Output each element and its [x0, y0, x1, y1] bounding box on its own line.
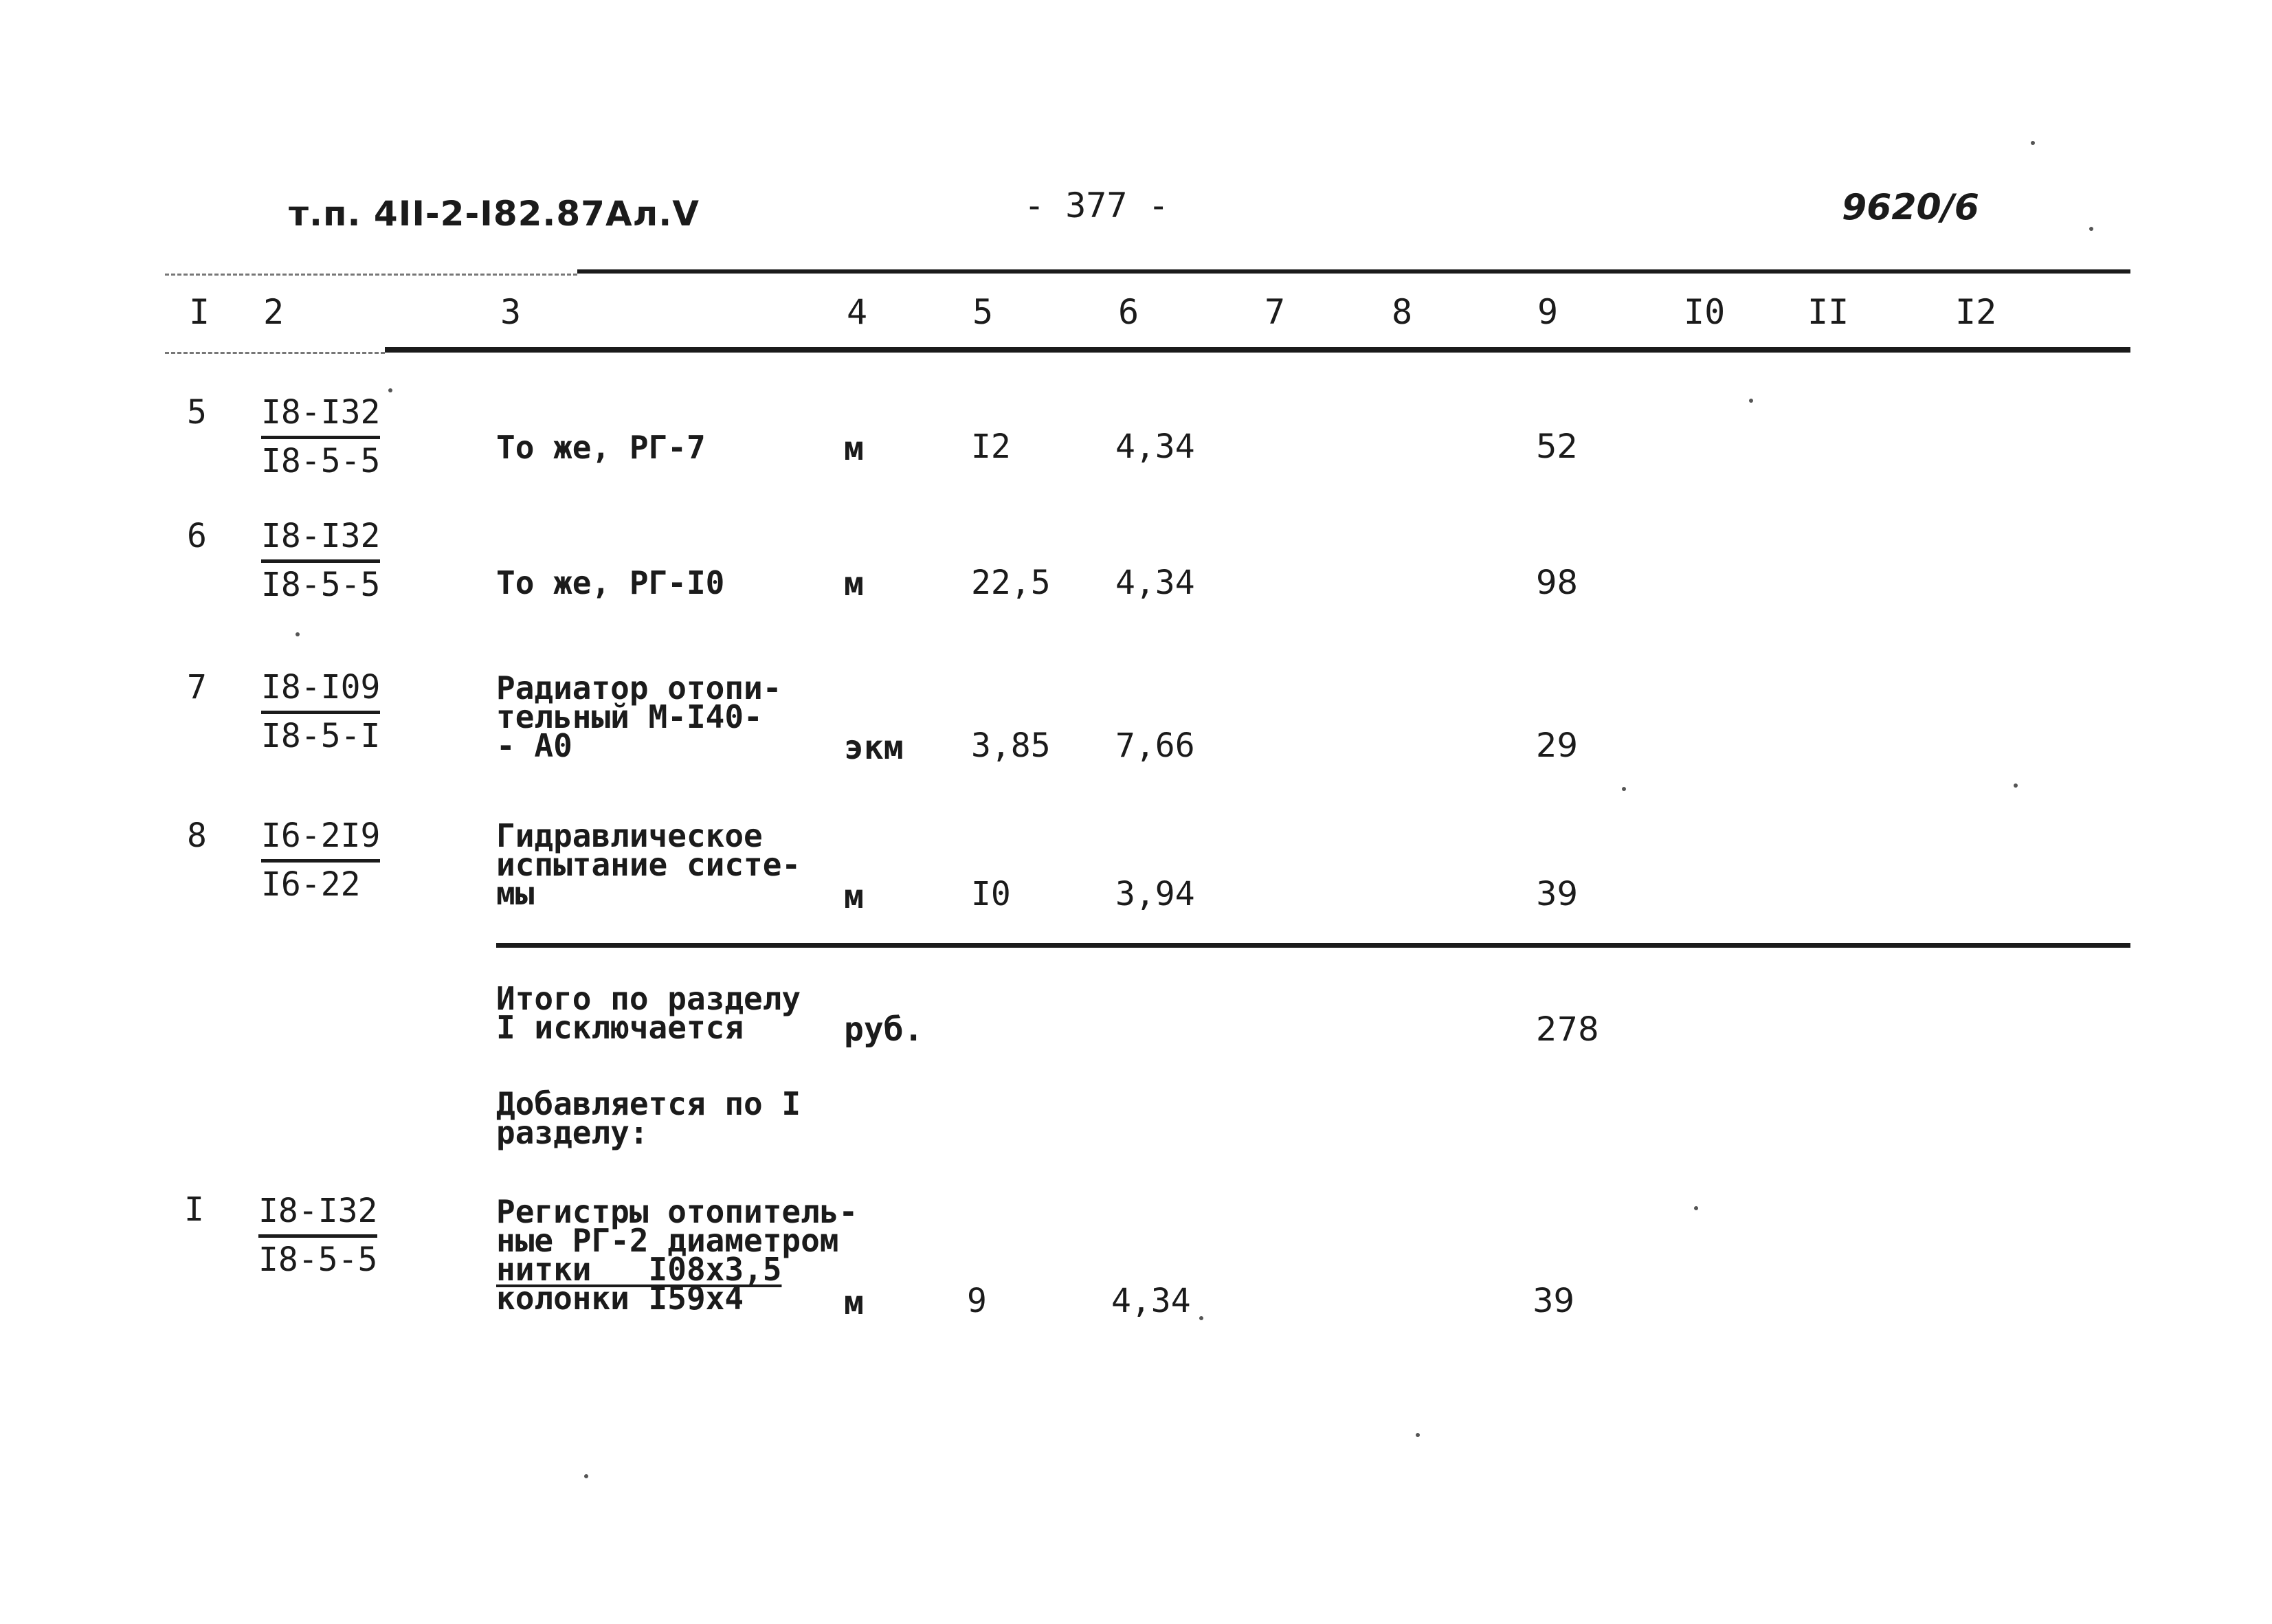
- row-unit: м: [844, 878, 864, 916]
- row-description-line-2: тельный М-I40-: [496, 698, 763, 735]
- row-code: [258, 1189, 377, 1282]
- row-quantity: 22,5: [971, 564, 1051, 602]
- row-description-line-4: колонки I59х4: [496, 1280, 744, 1317]
- subtotal-unit: руб.: [844, 1010, 924, 1049]
- row-code-top: I8-I09: [261, 665, 380, 714]
- row-code-top: I6-2I9: [261, 814, 380, 863]
- table-top-rule: [577, 269, 2130, 274]
- row-description-line-3: мы: [496, 875, 535, 912]
- row-price: 7,66: [1115, 726, 1195, 765]
- row-code-top: I8-I32: [261, 390, 380, 439]
- sheet-code: 9620/6: [1842, 187, 1979, 228]
- row-number: 6: [187, 517, 207, 555]
- row-code: [261, 390, 380, 483]
- row-description-line-3: нитки I08х3,5: [496, 1251, 782, 1288]
- row-quantity: 9: [967, 1282, 987, 1320]
- col-header-2: 2: [263, 292, 285, 332]
- row-code-bottom: I8-5-I: [261, 717, 381, 755]
- header-bottom-dotted-line: [165, 352, 385, 354]
- row-quantity: 3,85: [971, 726, 1051, 765]
- subtotal-description-line-1: Итого по разделу: [496, 980, 801, 1017]
- col-header-12: I2: [1955, 292, 1997, 332]
- row-number: 8: [187, 816, 207, 855]
- row-number: 7: [187, 668, 207, 707]
- row-description: То же, РГ-7: [496, 429, 706, 466]
- row-code-top: I8-I32: [261, 514, 380, 563]
- row-description-line-2: испытание систе-: [496, 846, 801, 883]
- scan-speck: [1416, 1433, 1420, 1437]
- added-heading-line-1: Добавляется по I: [496, 1085, 801, 1122]
- row-description: То же, РГ-I0: [496, 564, 725, 601]
- col-header-5: 5: [972, 292, 994, 332]
- row-code-bottom: I8-5-5: [261, 442, 381, 480]
- scan-speck: [1749, 399, 1753, 403]
- col-header-4: 4: [847, 292, 868, 332]
- scan-speck: [296, 632, 300, 636]
- row-code: [261, 514, 380, 607]
- scan-speck: [2014, 783, 2018, 788]
- col-header-1: I: [189, 292, 210, 332]
- row-total: 39: [1536, 875, 1579, 913]
- scan-speck: [1622, 787, 1626, 791]
- row-number: 5: [187, 393, 207, 432]
- scan-speck: [1694, 1206, 1698, 1210]
- row-unit: м: [844, 430, 864, 468]
- header-dotted-line: [165, 274, 577, 276]
- row-quantity: I0: [971, 875, 1011, 913]
- document-reference: т.п. 4II-2-I82.87Ал.V: [289, 194, 700, 234]
- scan-speck: [2089, 227, 2093, 231]
- subtotal-total: 278: [1536, 1010, 1599, 1049]
- row-total: 52: [1536, 427, 1579, 466]
- row-code-bottom: I8-5-5: [258, 1241, 378, 1279]
- row-total: 98: [1536, 564, 1579, 602]
- row-code: [261, 665, 380, 758]
- col-header-7: 7: [1265, 292, 1286, 332]
- row-code-top: I8-I32: [258, 1189, 377, 1238]
- row-description-line-1: Радиатор отопи-: [496, 669, 782, 707]
- row-unit: м: [844, 565, 864, 603]
- row-description-line-3: - А0: [496, 727, 572, 764]
- row-number: I: [184, 1190, 204, 1229]
- row-price: 3,94: [1115, 875, 1195, 913]
- scan-speck: [1199, 1316, 1203, 1320]
- row-price: 4,34: [1115, 564, 1195, 602]
- row-price: 4,34: [1115, 427, 1195, 466]
- row-price: 4,34: [1111, 1282, 1191, 1320]
- row-description-line-2: ные РГ-2 диаметром: [496, 1222, 839, 1259]
- subtotal-description-line-2: I исключается: [496, 1009, 744, 1046]
- scan-speck: [388, 388, 392, 392]
- col-header-9: 9: [1537, 292, 1559, 332]
- row-code-bottom: I8-5-5: [261, 566, 381, 604]
- col-header-3: 3: [500, 292, 522, 332]
- row-total: 39: [1533, 1282, 1575, 1320]
- row-quantity: I2: [971, 427, 1011, 466]
- page-number: - 377 -: [1024, 186, 1169, 225]
- section-divider-rule: [496, 943, 2130, 948]
- scan-speck: [584, 1474, 588, 1478]
- row-unit: экм: [844, 728, 904, 767]
- row-code: [261, 814, 380, 906]
- col-header-10: I0: [1684, 292, 1726, 332]
- row-description-line-1: Регистры отопитель-: [496, 1193, 858, 1230]
- row-description-line-1: Гидравлическое: [496, 817, 763, 854]
- scan-speck: [2031, 141, 2035, 145]
- col-header-8: 8: [1392, 292, 1413, 332]
- row-total: 29: [1536, 726, 1579, 765]
- col-header-11: II: [1807, 292, 1849, 332]
- header-bottom-rule: [385, 347, 2130, 353]
- row-code-bottom: I6-22: [261, 865, 361, 904]
- row-unit: м: [844, 1284, 864, 1322]
- added-heading-line-2: разделу:: [496, 1114, 649, 1151]
- col-header-6: 6: [1118, 292, 1139, 332]
